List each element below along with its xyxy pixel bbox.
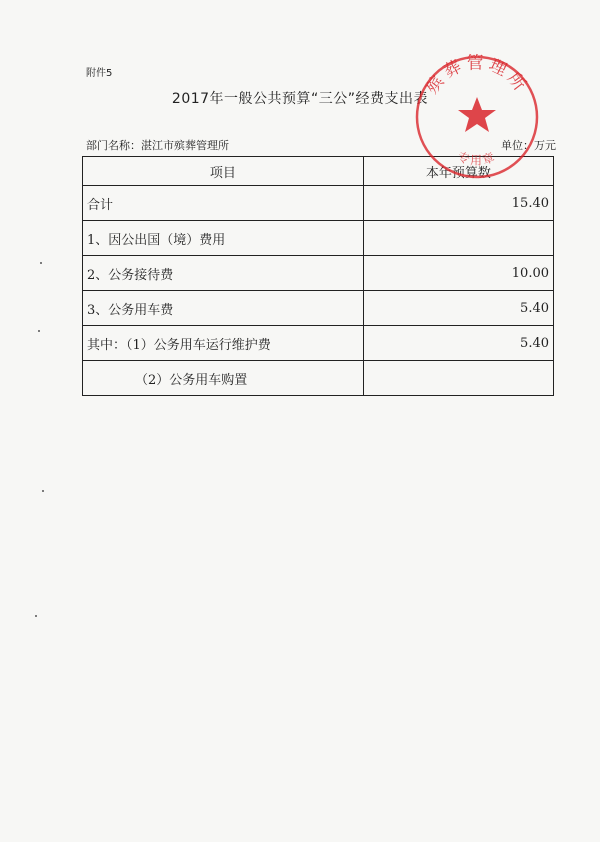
budget-table [82, 156, 554, 396]
attachment-label: 附件5 [86, 68, 113, 79]
row-amount: 10.00 [363, 256, 553, 291]
row-item: 2、公务接待费 [83, 256, 364, 291]
table-row [83, 221, 554, 256]
header-item: 项目 [83, 157, 364, 186]
table-row [83, 361, 554, 396]
row-item: 1、因公出国（境）费用 [83, 221, 364, 256]
scan-speck [35, 615, 37, 617]
table-row [83, 291, 554, 326]
row-amount [363, 361, 553, 396]
star-icon [458, 97, 496, 132]
row-item: 其中：（1）公务用车运行维护费 [83, 326, 364, 361]
header-amount: 本年预算数 [363, 157, 553, 186]
svg-text:专用章: 专用章 [455, 149, 499, 168]
table-row [83, 186, 554, 221]
department-name: 部门名称：湛江市殡葬管理所 [86, 139, 229, 152]
row-item: （2）公务用车购置 [83, 361, 364, 396]
scan-speck [38, 330, 40, 332]
official-seal-stamp [412, 52, 542, 182]
row-amount [363, 221, 553, 256]
page-title: 2017年一般公共预算“三公”经费支出表 [171, 91, 429, 107]
row-item: 3、公务用车费 [83, 291, 364, 326]
row-amount: 5.40 [363, 326, 553, 361]
unit-label: 单位：万元 [501, 139, 556, 152]
table-row [83, 256, 554, 291]
row-amount: 5.40 [363, 291, 553, 326]
svg-text:殡葬管理所: 殡葬管理所 [422, 53, 532, 98]
scan-speck [40, 262, 42, 264]
row-amount: 15.40 [363, 186, 553, 221]
table-row [83, 326, 554, 361]
row-item: 合计 [83, 186, 364, 221]
scan-speck [42, 490, 44, 492]
